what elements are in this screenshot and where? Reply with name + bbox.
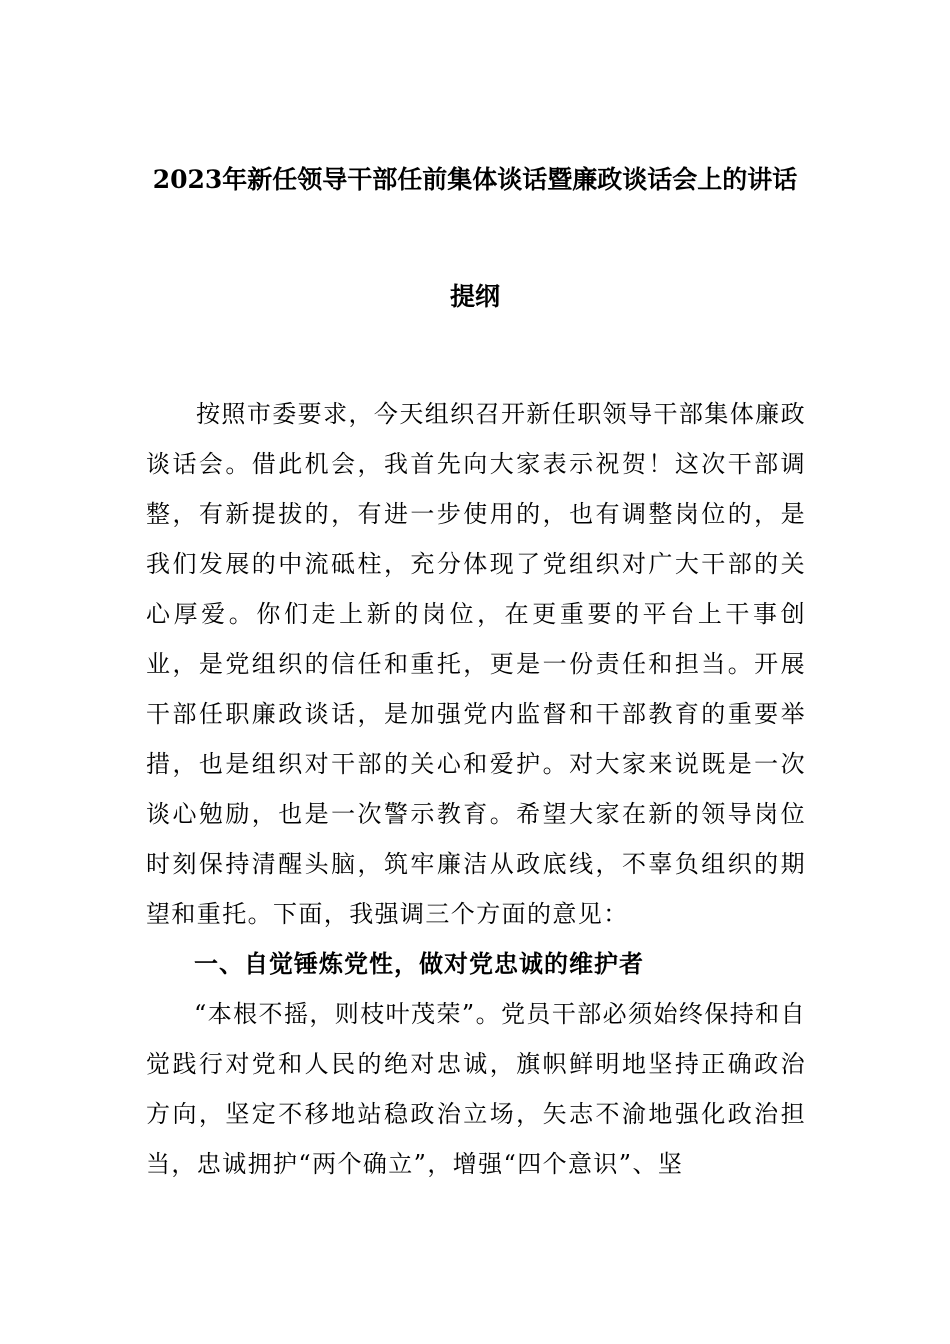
document-title-continued: 提纲 xyxy=(449,282,500,311)
body-paragraph-section-1: “本根不摇，则枝叶茂荣”。党员干部必须始终保持和自觉践行对党和人民的绝对忠诚，旗帜鲜明地坚持正确政治方向，坚定不移地站稳政治立场，矢志不渝地强化政治担当，忠诚拥护“两个确立”，增强“四个意识”、坚 xyxy=(146,1000,806,1178)
body-paragraph-intro: 按照市委要求，今天组织召开新任职领导干部集体廉政谈话会。借此机会，我首先向大家表示祝贺！这次干部调整，有新提拔的，有进一步使用的，也有调整岗位的，是我们发展的中流砥柱，充分体现了党组织对广大干部的关心厚爱。你们走上新的岗位，在更重要的平台上干事创业，是党组织的信任和重托，更是一份责任和担当。开展干部任职廉政谈话，是加强党内监督和干部教育的重要举措，也是组织对干部的关心和爱护。对大家来说既是一次谈心勉励，也是一次警示教育。希望大家在新的领导岗位时刻保持清醒头脑，筑牢廉洁从政底线，不辜负组织的期望和重托。下面，我强调三个方面的意见： xyxy=(146,400,806,928)
document-title: 2023年新任领导干部任前集体谈话暨廉政谈话会上的讲话 xyxy=(152,165,798,194)
section-heading-1: 一、自觉锤炼党性，做对党忠诚的维护者 xyxy=(194,949,644,978)
